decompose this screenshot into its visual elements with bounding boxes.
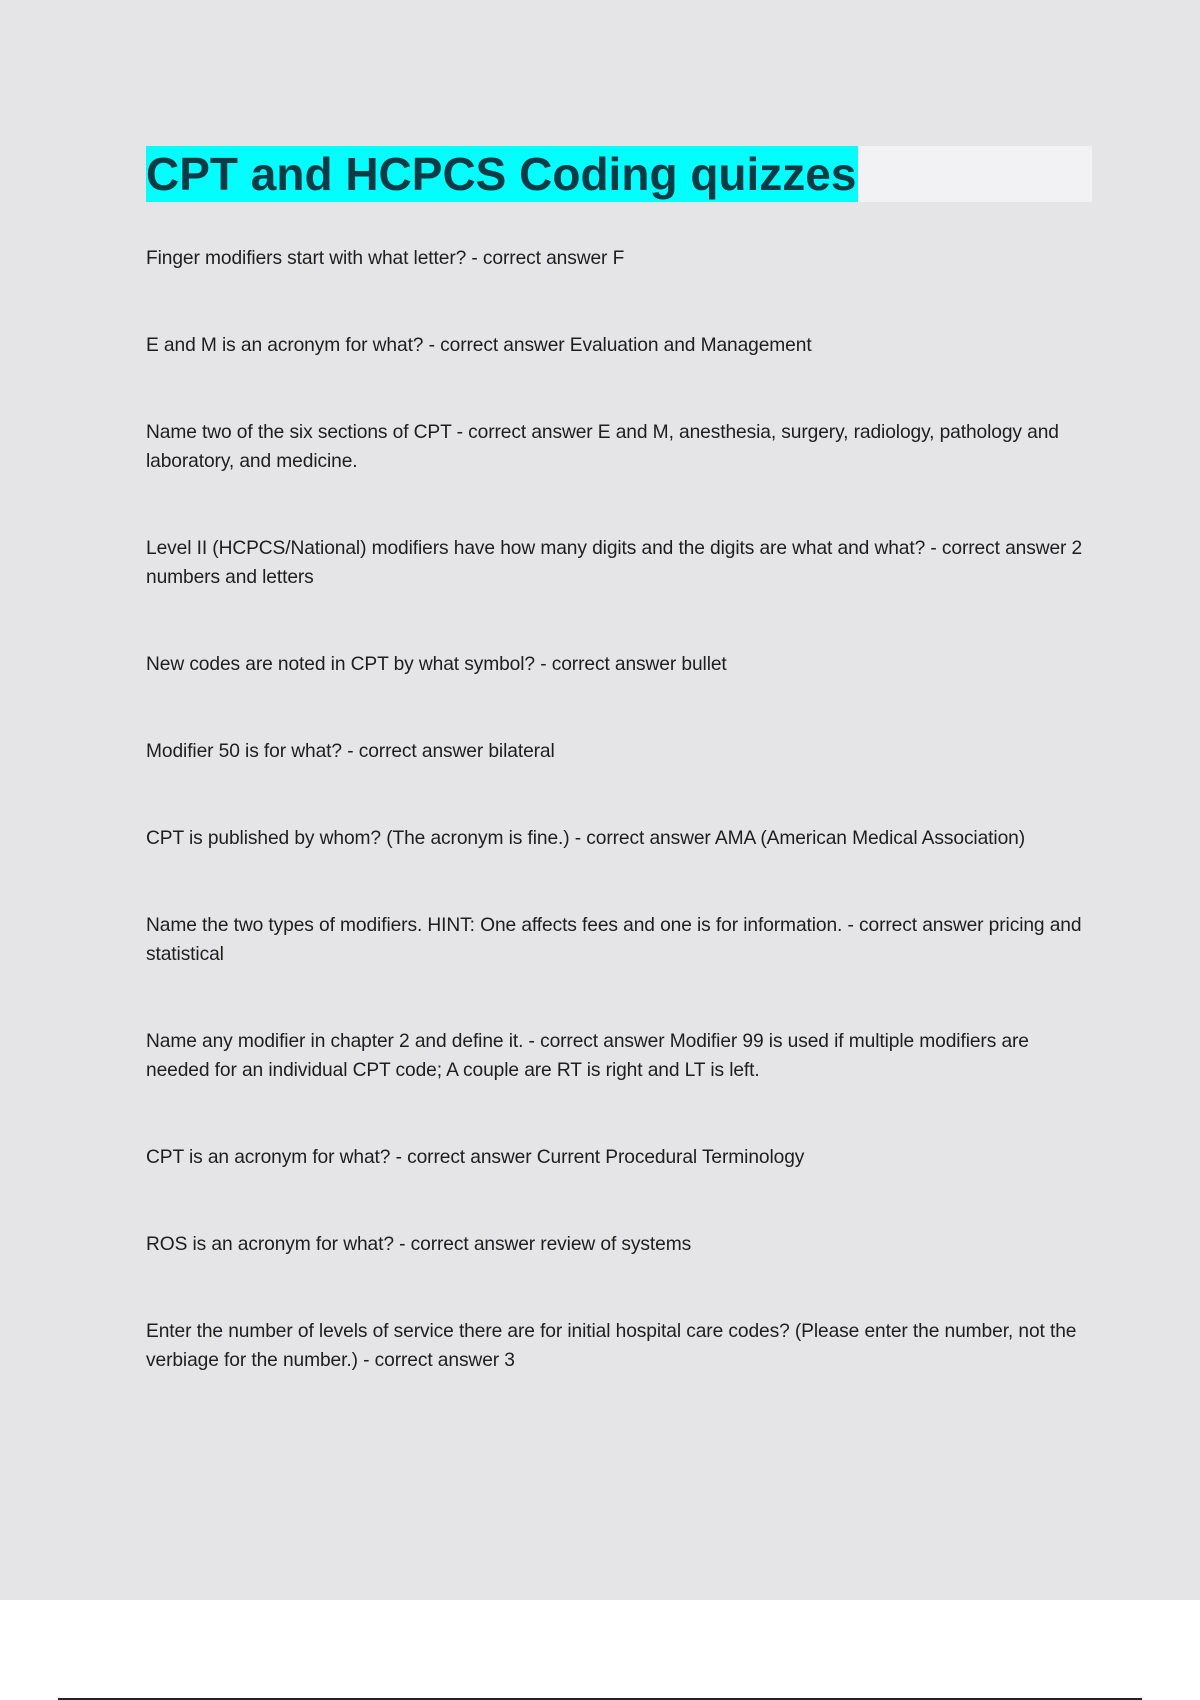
list-item: E and M is an acronym for what? - correct answer Evaluation and Management [146,335,812,356]
list-item: Name two of the six sections of CPT - correct answer E and M, anesthesia, surgery, radiology, pathology and laboratory, and medicine. [146,422,1059,472]
question-list [146,244,1092,1433]
list-item: Name the two types of modifiers. HINT: One affects fees and one is for information. - correct answer pricing and statistical [146,915,1082,965]
list-item: Modifier 50 is for what? - correct answer bilateral [146,741,555,762]
list-item: Name any modifier in chapter 2 and define it. - correct answer Modifier 99 is used if multiple modifiers are needed for an individual CPT code; A couple are RT is right and LT is left. [146,1031,1029,1081]
list-item: ROS is an acronym for what? - correct answer review of systems [146,1234,692,1255]
document-title: CPT and HCPCS Coding quizzes [146,148,857,200]
list-item: Level II (HCPCS/National) modifiers have how many digits and the digits are what and what? - correct answer 2 numbers and letters [146,538,1083,588]
list-item: New codes are noted in CPT by what symbol? - correct answer bullet [146,654,727,675]
list-item: Finger modifiers start with what letter? - correct answer F [146,248,625,269]
list-item: Enter the number of levels of service there are for initial hospital care codes? (Please enter the number, not the verbiage for the number.) - correct answer 3 [146,1321,1077,1371]
list-item: CPT is an acronym for what? - correct answer Current Procedural Terminology [146,1147,805,1168]
list-item: CPT is published by whom? (The acronym is fine.) - correct answer AMA (American Medical Association) [146,828,1025,849]
